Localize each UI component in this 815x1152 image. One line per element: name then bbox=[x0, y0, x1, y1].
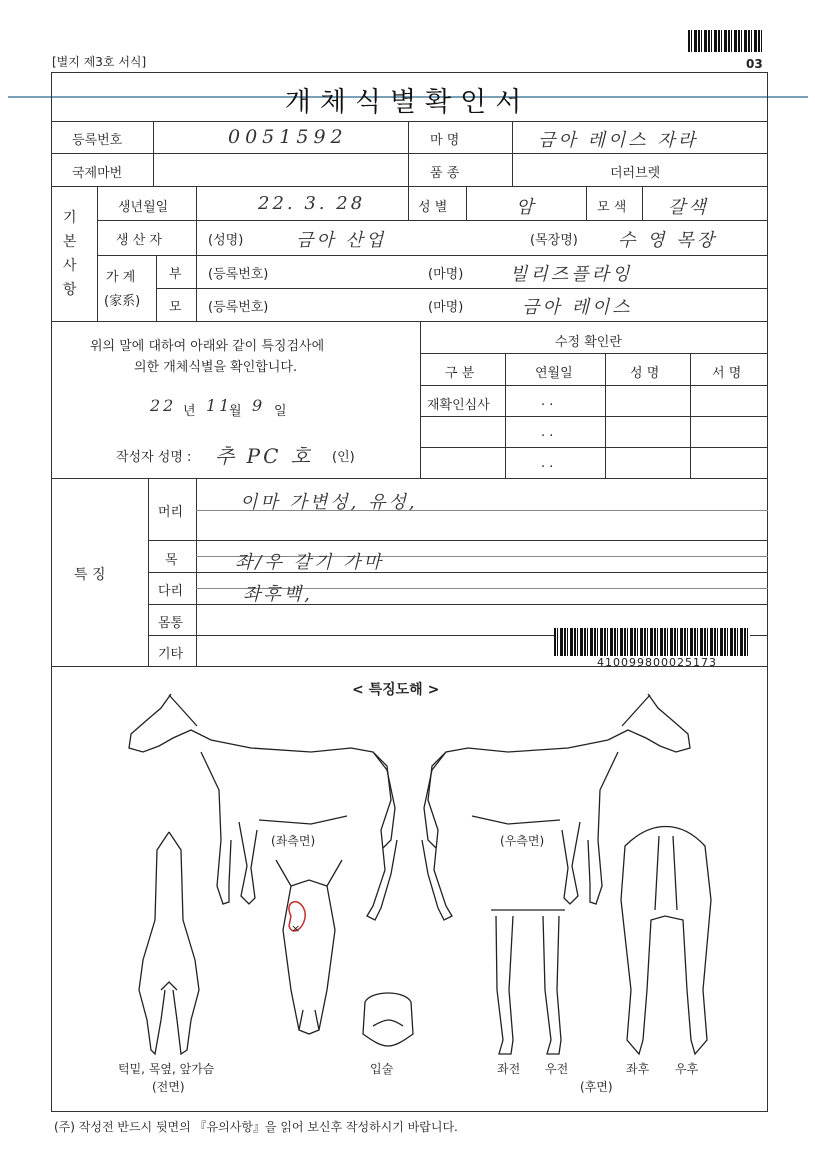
author-label: 작성자 성명 : bbox=[116, 450, 192, 465]
breed-value: 더러브렛 bbox=[610, 166, 661, 181]
front-view-horse bbox=[139, 832, 199, 1054]
sire-reg-prefix: (등록번호) bbox=[208, 267, 269, 282]
dam-label: 모 bbox=[169, 300, 182, 315]
producer-name-prefix: (성명) bbox=[208, 233, 244, 248]
birth-label: 생년월일 bbox=[118, 200, 169, 215]
seal-mark: (인) bbox=[332, 450, 355, 465]
horse-name-value: 금아 레이스 자라 bbox=[538, 130, 699, 151]
producer-label: 생 산 자 bbox=[116, 233, 162, 248]
color-label: 모 색 bbox=[597, 200, 627, 215]
lips-view bbox=[363, 993, 413, 1046]
neck-value: 좌/우 갈기 가마 bbox=[235, 552, 384, 573]
body-label: 몸통 bbox=[158, 616, 184, 631]
front-caption: 턱밑, 목옆, 앞가슴 bbox=[118, 1062, 215, 1076]
dam-name-prefix: (마명) bbox=[428, 300, 464, 315]
leg-lf: 좌전 bbox=[497, 1062, 521, 1076]
form-title: 개체식별확인서 bbox=[284, 87, 531, 118]
page-code: 03 bbox=[746, 57, 763, 71]
top-barcode bbox=[688, 30, 764, 52]
sex-value: 암 bbox=[516, 197, 537, 218]
col-name: 성 명 bbox=[630, 366, 660, 381]
col-sign: 서 명 bbox=[712, 366, 742, 381]
marking-x: × bbox=[291, 922, 301, 935]
leg-rr: 우후 bbox=[675, 1062, 699, 1076]
head-front-view bbox=[276, 860, 342, 1034]
diagram-title: < 특징도해 > bbox=[352, 682, 440, 698]
legs-label: 다리 bbox=[158, 584, 184, 599]
lineage-hanja: (家系) bbox=[104, 294, 141, 309]
right-side-horse bbox=[422, 694, 690, 920]
leg-rf: 우전 bbox=[545, 1062, 569, 1076]
horse-name-label: 마 명 bbox=[430, 133, 460, 148]
date-year-label: 년 bbox=[183, 404, 196, 419]
author-signature: 추 PC 호 bbox=[215, 444, 314, 468]
producer-name-value: 금아 산업 bbox=[296, 230, 387, 251]
ranch-prefix: (목장명) bbox=[530, 233, 578, 248]
other-label: 기타 bbox=[158, 647, 184, 662]
front-legs-view bbox=[491, 910, 565, 1054]
sire-name-prefix: (마명) bbox=[428, 267, 464, 282]
left-side-label: (좌측면) bbox=[271, 834, 316, 848]
date-day-value: 9 bbox=[252, 396, 266, 415]
rear-label: (후면) bbox=[580, 1080, 613, 1094]
lips-caption: 입술 bbox=[370, 1062, 394, 1076]
front-label: (전면) bbox=[152, 1080, 185, 1094]
birth-value: 22. 3. 28 bbox=[258, 193, 366, 214]
date-month-value: 11 bbox=[206, 396, 233, 415]
rear-view-horse bbox=[621, 827, 711, 1055]
head-label: 머리 bbox=[158, 505, 184, 520]
col-date: 연월일 bbox=[535, 366, 573, 381]
col-division: 구 분 bbox=[445, 366, 475, 381]
date-day-label: 일 bbox=[274, 404, 287, 419]
row3-date: . . bbox=[541, 456, 554, 471]
basic-section-label: 기 본 사 항 bbox=[63, 210, 77, 298]
lineage-label: 가 계 bbox=[106, 270, 136, 285]
features-section-label: 특 징 bbox=[74, 567, 106, 583]
sire-label: 부 bbox=[169, 267, 182, 282]
row1-label: 재확인심사 bbox=[427, 398, 490, 413]
head-value: 이마 가변성, 유성, bbox=[240, 492, 418, 513]
row1-date: . . bbox=[541, 394, 554, 409]
sex-label: 성 별 bbox=[418, 200, 448, 215]
left-side-horse bbox=[129, 694, 397, 920]
legs-value: 좌후백, bbox=[243, 584, 313, 605]
confirm-text-1: 위의 말에 대하여 아래와 같이 특징검사에 bbox=[90, 339, 325, 354]
confirm-text-2: 의한 개체식별을 확인합니다. bbox=[134, 360, 298, 375]
sire-name-value: 빌리즈플라잉 bbox=[510, 264, 633, 285]
reg-no-label: 등록번호 bbox=[72, 133, 123, 148]
reg-no-value: 0051592 bbox=[228, 126, 348, 148]
dam-reg-prefix: (등록번호) bbox=[208, 300, 269, 315]
feature-barcode bbox=[554, 628, 750, 656]
date-year-value: 22 bbox=[150, 396, 177, 415]
breed-label: 품 종 bbox=[430, 166, 460, 181]
horse-diagram bbox=[51, 690, 768, 1110]
neck-label: 목 bbox=[165, 553, 178, 568]
correction-title: 수정 확인란 bbox=[555, 335, 622, 350]
dam-name-value: 금아 레이스 bbox=[522, 297, 633, 318]
footer-note: (주) 작성전 반드시 뒷면의 『유의사항』을 읽어 보신후 작성하시기 바랍니다. bbox=[54, 1120, 458, 1134]
right-side-label: (우측면) bbox=[500, 834, 545, 848]
form-label: [별지 제3호 서식] bbox=[52, 55, 147, 69]
row2-date: . . bbox=[541, 425, 554, 440]
leg-lr: 좌후 bbox=[626, 1062, 650, 1076]
color-value: 갈색 bbox=[668, 197, 709, 218]
date-month-label: 월 bbox=[229, 404, 242, 419]
ranch-value: 수 영 목장 bbox=[618, 230, 717, 251]
barcode-number: 410099800025173 bbox=[597, 656, 717, 669]
intl-no-label: 국제마번 bbox=[72, 166, 123, 181]
